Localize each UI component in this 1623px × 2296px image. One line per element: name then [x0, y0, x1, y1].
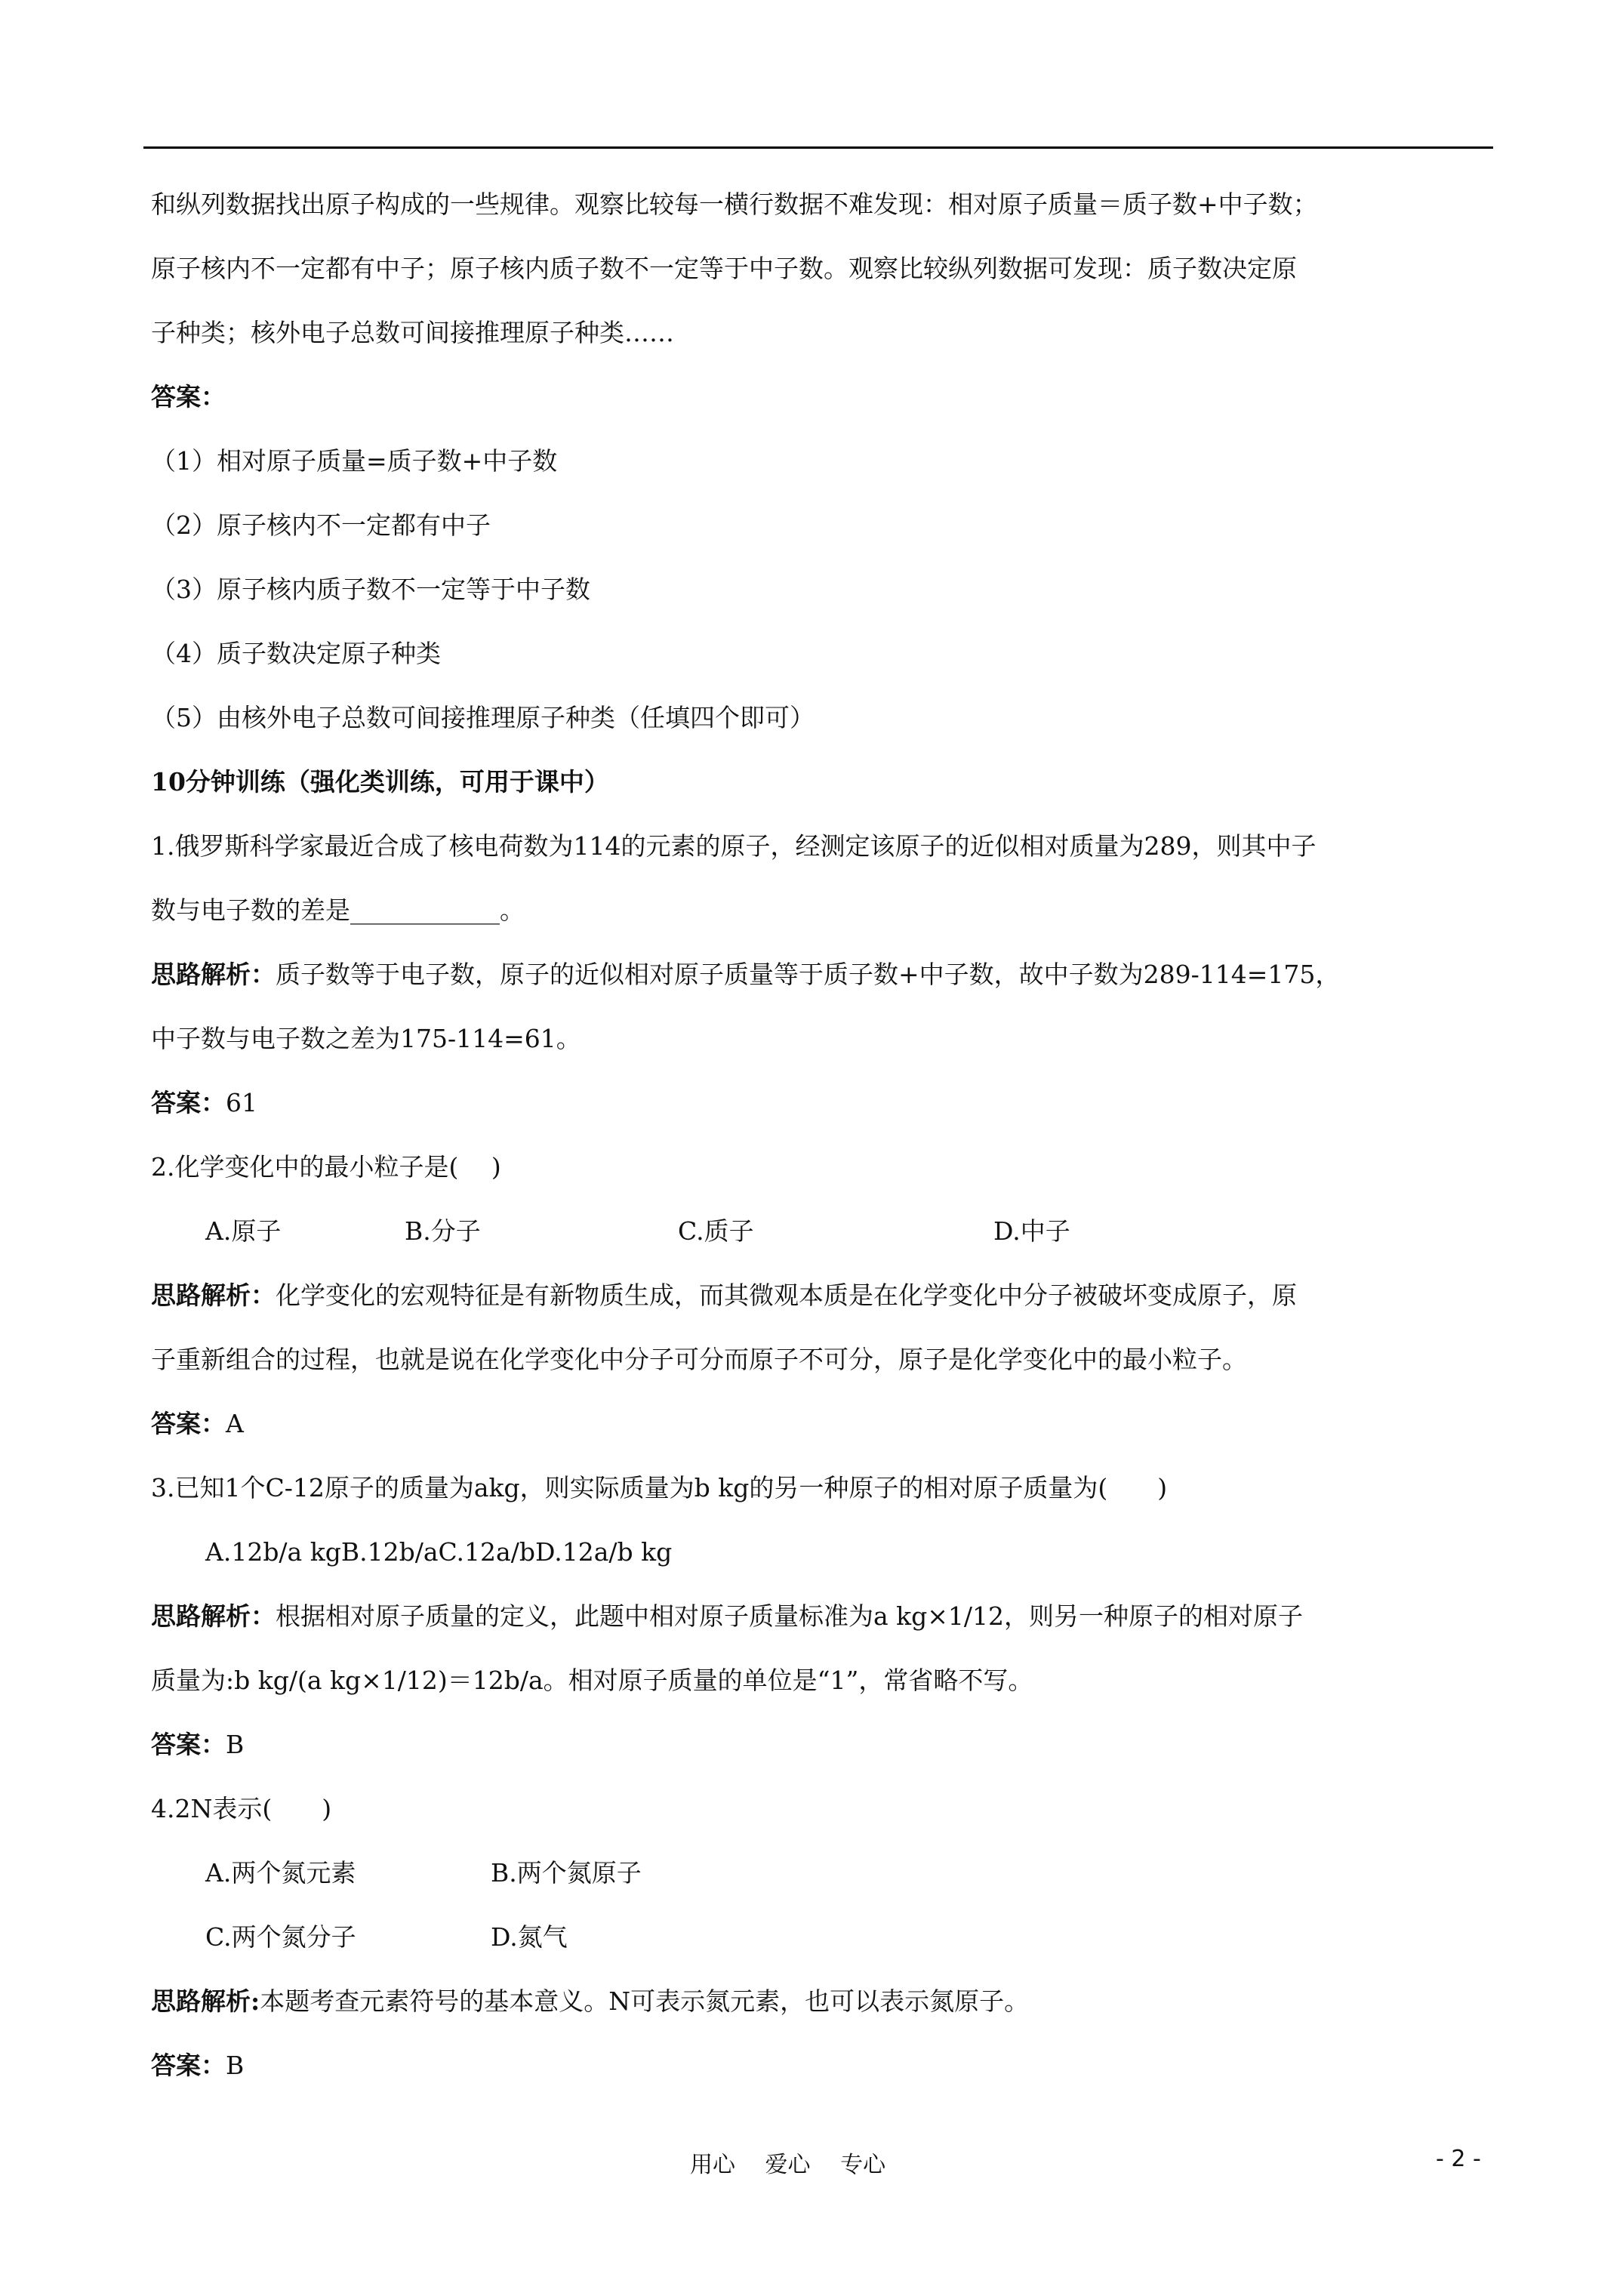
answer-item-2: （2）原子核内不一定都有中子 [151, 510, 491, 540]
q3-stem: 3.已知1个C-12原子的质量为akg，则实际质量为b kg的另一种原子的相对原子质量为( ) [151, 1473, 1168, 1502]
q3-analysis-text: 根据相对原子质量的定义，此题中相对原子质量标准为a kg×1/12，则另一种原子的相对原子 [276, 1601, 1304, 1631]
intro-line-3: 子种类；核外电子总数可间接推理原子种类…… [151, 318, 674, 347]
answer-item-3: （3）原子核内质子数不一定等于中子数 [151, 575, 590, 604]
q4-option-a: A.两个氮元素 [205, 1858, 356, 1888]
q4-analysis [151, 1986, 1495, 2017]
q2-options [151, 1216, 1495, 1247]
q1-analysis-text: 质子数等于电子数，原子的近似相对原子质量等于质子数+中子数，故中子数为289-114=175， [276, 960, 1341, 989]
q1-analysis-cont: 中子数与电子数之差为175-114=61。 [151, 1024, 581, 1053]
answer-item-1: （1）相对原子质量=质子数+中子数 [151, 446, 558, 476]
q2-answer-value: A [226, 1409, 244, 1438]
q3-answer-value: B [226, 1730, 245, 1759]
q1-answer-value: 61 [226, 1088, 257, 1117]
q3-options: A.12b/a kgB.12b/aC.12a/bD.12a/b kg [205, 1537, 673, 1567]
header-rule [143, 146, 1493, 149]
q4-answer [151, 2050, 1495, 2082]
q2-answer-label: 答案： [151, 1409, 226, 1438]
q4-option-d: D.氮气 [491, 1922, 568, 1952]
answer-item-5: （5）由核外电子总数可间接推理原子种类（任填四个即可） [151, 703, 815, 732]
q4-option-c: C.两个氮分子 [205, 1922, 356, 1952]
q2-analysis-cont: 子重新组合的过程，也就是说在化学变化中分子可分而原子不可分，原子是化学变化中的最小粒子。 [151, 1345, 1247, 1374]
q3-analysis-label: 思路解析： [151, 1601, 276, 1631]
answer-item-4: （4）质子数决定原子种类 [151, 639, 441, 668]
q2-analysis [151, 1280, 1495, 1311]
q1-answer-label: 答案： [151, 1088, 226, 1117]
intro-line-1: 和纵列数据找出原子构成的一些规律。观察比较每一横行数据不难发现：相对原子质量＝质子数+中子数； [151, 190, 1318, 219]
q1-analysis [151, 959, 1495, 991]
q2-option-c: C.质子 [678, 1216, 754, 1246]
q2-option-a: A.原子 [205, 1216, 282, 1246]
q1-line-1: 1.俄罗斯科学家最近合成了核电荷数为114的元素的原子，经测定该原子的近似相对质量为289，则其中子 [151, 831, 1317, 861]
q4-options-row-1 [151, 1857, 1495, 1889]
q2-option-d: D.中子 [993, 1216, 1070, 1246]
page-number: - 2 - [1436, 2146, 1481, 2172]
q3-analysis [151, 1601, 1495, 1632]
q2-analysis-text: 化学变化的宏观特征是有新物质生成，而其微观本质是在化学变化中分子被破坏变成原子，原 [276, 1281, 1297, 1310]
q1-answer [151, 1087, 1495, 1119]
q4-options-row-2 [151, 1922, 1495, 1953]
q2-option-b: B.分子 [405, 1216, 481, 1246]
q2-analysis-label: 思路解析： [151, 1281, 276, 1310]
q4-analysis-label: 思路解析: [151, 1986, 260, 2016]
answer-label: 答案： [151, 382, 226, 411]
intro-line-2: 原子核内不一定都有中子；原子核内质子数不一定等于中子数。观察比较纵列数据可发现：质子数决定原 [151, 254, 1297, 283]
q4-answer-label: 答案： [151, 2051, 226, 2080]
q4-option-b: B.两个氮原子 [491, 1858, 642, 1888]
q3-answer [151, 1729, 1495, 1761]
q4-analysis-text: 本题考查元素符号的基本意义。N可表示氮元素，也可以表示氮原子。 [260, 1986, 1030, 2016]
q4-stem: 4.2N表示( ) [151, 1794, 332, 1823]
section-title: 10分钟训练（强化类训练，可用于课中） [151, 767, 609, 797]
page-content [151, 189, 1495, 2114]
q4-answer-value: B [226, 2051, 245, 2080]
q3-answer-label: 答案： [151, 1730, 226, 1759]
q1-analysis-label: 思路解析： [151, 960, 276, 989]
footer-motto: 用心 爱心 专心 [690, 2152, 886, 2178]
q2-stem: 2.化学变化中的最小粒子是( ) [151, 1152, 501, 1182]
q2-answer [151, 1408, 1495, 1440]
q3-analysis-cont: 质量为:b kg/(a kg×1/12)＝12b/a。相对原子质量的单位是“1”，常省略不写。 [151, 1666, 1033, 1695]
q1-line-2: 数与电子数的差是____________。 [151, 895, 525, 925]
